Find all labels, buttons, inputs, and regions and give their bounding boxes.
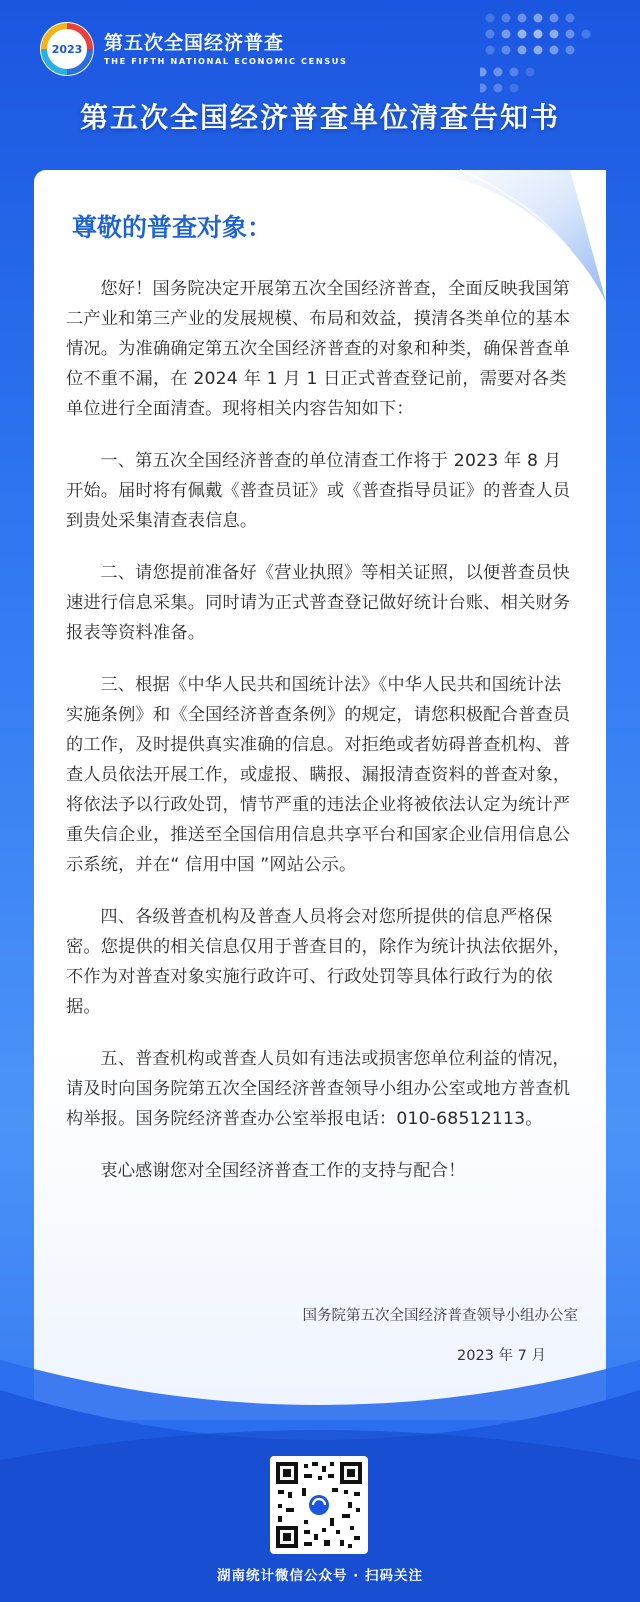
paragraph-intro: 您好！国务院决定开展第五次全国经济普查，全面反映我国第二产业和第三产业的发展规模、布局和效益，摸清各类单位的基本情况。为准确确定第五次全国经济普查的对象和种类，确保普查单位不重不漏，在 2024 年 1 月 1 日正式普查登记前，需要对各类单位进行全面清查。现将相关内容告知如下： <box>66 279 571 419</box>
logo-year: 2023 <box>51 43 83 56</box>
signature-date: 2023 年 7 月 <box>457 1348 546 1364</box>
paragraph-item-3: 三、根据《中华人民共和国统计法》《中华人民共和国统计法实施条例》和《全国经济普查条例》的规定，请您积极配合普查员的工作，及时提供真实准确的信息。对拒绝或者妨碍普查机构、普查人员依法开展工作，或虚报、瞒报、漏报清查资料的普查对象，将依法予以行政处罚，情节严重的违法企业将被依法认定为统计严重失信企业，推送至全国信用信息共享平台和国家企业信用信息公示系统，并在“ 信用中国 ”网站公示。 <box>66 675 571 875</box>
qr-code-icon <box>274 1460 364 1550</box>
paragraph-item-2: 二、请您提前准备好《营业执照》等相关证照，以便普查员快速进行信息采集。同时请为正式普查登记做好统计台账、相关财务报表等资料准备。 <box>66 563 571 643</box>
paragraph-item-4: 四、各级普查机构及普查人员将会对您所提供的信息严格保密。您提供的相关信息仅用于普查目的，除作为统计执法依据外，不作为对普查对象实施行政许可、行政处罚等具体行政行为的依据。 <box>66 907 571 1017</box>
paragraph-item-5: 五、普查机构或普查人员如有违法或损害您单位利益的情况，请及时向国务院第五次全国经济普查领导小组办公室或地方普查机构举报。国务院经济普查办公室举报电话：010-68512113。 <box>66 1049 571 1129</box>
signature-block <box>66 1304 578 1364</box>
logo-cn-name: 第五次全国经济普查 <box>104 32 285 54</box>
letter-body <box>66 274 578 1208</box>
greeting-heading: 尊敬的普查对象： <box>72 213 273 242</box>
header <box>0 0 640 170</box>
logo-en-name: THE FIFTH NATIONAL ECONOMIC CENSUS <box>104 56 348 66</box>
paragraph-item-1: 一、第五次全国经济普查的单位清查工作将于 2023 年 8 月开始。届时将有佩戴《普查员证》或《普查指导员证》的普查人员到贵处采集清查表信息。 <box>66 451 571 531</box>
page-title: 第五次全国经济普查单位清查告知书 <box>79 101 560 134</box>
paragraph-thanks: 衷心感谢您对全国经济普查工作的支持与配合！ <box>100 1161 466 1181</box>
decorative-dots <box>480 10 630 100</box>
census-logo-icon <box>38 20 96 78</box>
qr-code[interactable] <box>270 1456 368 1554</box>
footer-caption: 湖南统计微信公众号 · 扫码关注 <box>216 1568 424 1584</box>
signature-org: 国务院第五次全国经济普查领导小组办公室 <box>302 1308 578 1324</box>
